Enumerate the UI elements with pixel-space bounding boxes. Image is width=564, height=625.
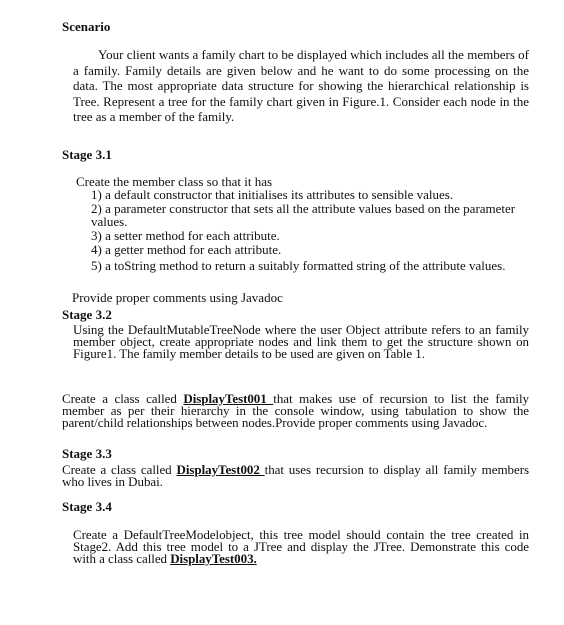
- display-test-001-paragraph: [62, 393, 529, 429]
- display-test-001-before: Create a class called: [62, 391, 184, 406]
- stage-3-3-heading: Stage 3.3: [62, 446, 112, 461]
- stage-3-1-item-4: 4) a getter method for each attribute.: [91, 242, 282, 257]
- display-test-001-after: that makes use of recursion to list the family member as per their hierarchy in the console window, using tabulation to show the parent/child relationships between nodes.Provide proper comments using Javadoc.: [62, 391, 529, 430]
- scenario-paragraph: [73, 47, 529, 125]
- stage-3-1-comments: Provide proper comments using Javadoc: [72, 290, 283, 305]
- display-test-001-class: DisplayTest001: [183, 391, 274, 406]
- stage-3-2-text: Using the DefaultMutableTreeNode where the user Object attribute refers to an family member object, create appropriate nodes and link them to get the structure shown on Figure1. The family member details to be used are given on Table 1.: [73, 322, 529, 361]
- stage-3-1-item-5: 5) a toString method to return a suitably formatted string of the attribute values.: [91, 258, 506, 273]
- display-test-003-class: DisplayTest003.: [170, 551, 257, 566]
- stage-3-1-item-1: 1) a default constructor that initialises its attributes to sensible values.: [91, 187, 454, 202]
- stage-3-1-heading: Stage 3.1: [62, 147, 112, 162]
- stage-3-1-intro: Create the member class so that it has: [76, 174, 273, 189]
- stage-3-4-heading: Stage 3.4: [62, 499, 112, 514]
- stage-3-3-paragraph: [62, 464, 529, 488]
- stage-3-4-before: Create a DefaultTreeModelobject, this tree model should contain the tree created in Stage2. Add this tree model to a JTree and display the JTree. Demonstrate this code with a class called: [73, 527, 529, 566]
- stage-3-2-heading: Stage 3.2: [62, 307, 112, 322]
- stage-3-1-item-3: 3) a setter method for each attribute.: [91, 228, 280, 243]
- stage-3-4-paragraph: [73, 529, 529, 565]
- stage-3-1-item-2: 2) a parameter constructor that sets all the attribute values based on the parameter values.: [91, 201, 516, 229]
- stage-3-3-after: that uses recursion to display all family members who lives in Dubai.: [62, 462, 529, 489]
- scenario-text: Your client wants a family chart to be displayed which includes all the members of a family. Family details are given below and he want to do some processing on the data. The most appropriate data structure for showing the hierarchical relationship is Tree. Represent a tree for the family chart given in Figure.1. Consider each node in the tree as a member of the family.: [73, 47, 529, 125]
- stage-3-3-before: Create a class called: [62, 462, 177, 477]
- display-test-002-class: DisplayTest002: [176, 462, 265, 477]
- scenario-heading: Scenario: [62, 19, 111, 34]
